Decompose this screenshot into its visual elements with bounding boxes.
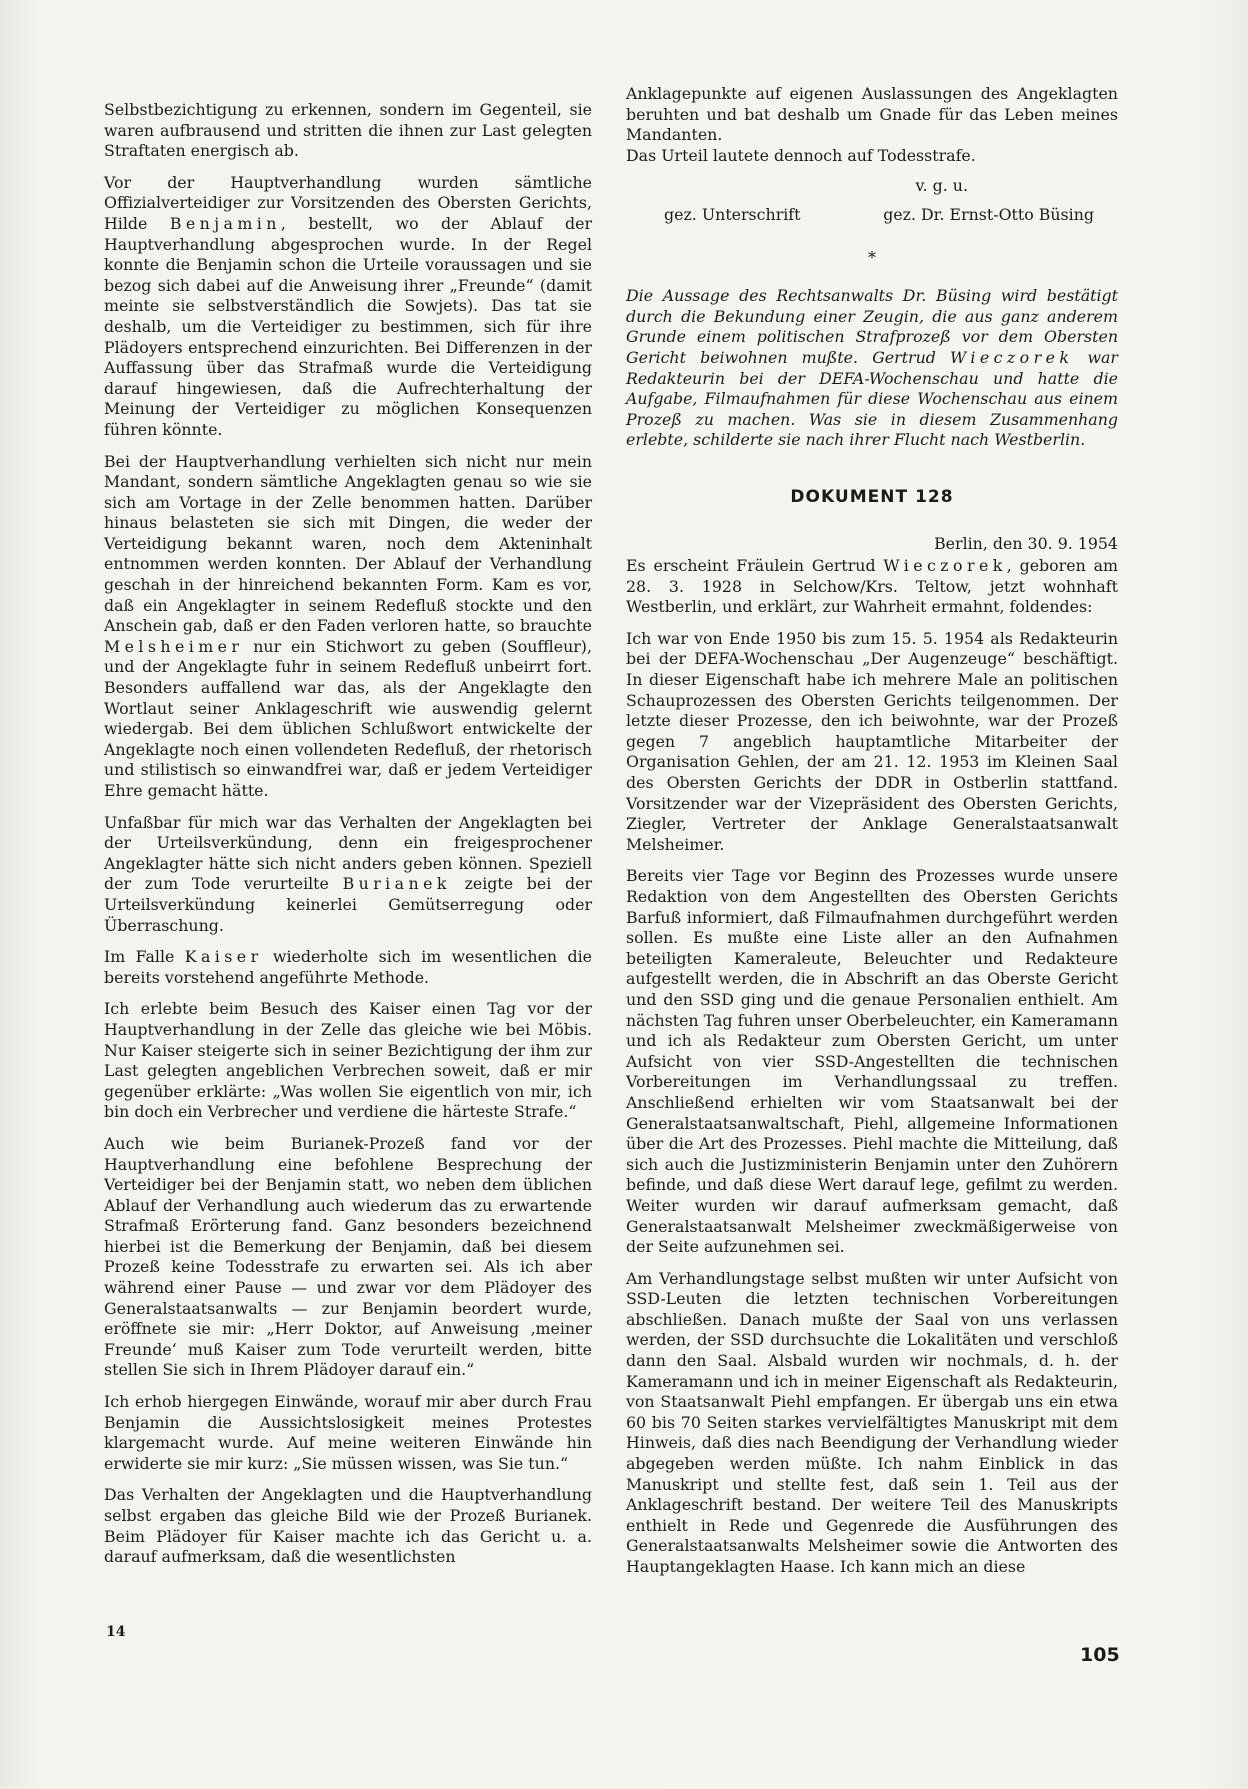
paragraph: Ich war von Ende 1950 bis zum 15. 5. 1954 als Redakteurin bei der DEFA-Wochenschau „Der Augenzeuge“ beschäftigt. In dieser Eigenschaft habe ich mehrere Male an politischen Schauprozessen des Obersten Gerichts teilgenommen. Der letzte dieser Prozesse, den ich beiwohnte, war der Prozeß gegen 7 angeblich hauptamtliche Mitarbeiter der Organisation Gehlen, der am 21. 12. 1953 im Kleinen Saal des Obersten Gerichts der DDR in Ostberlin stattfand. Vorsitzender war der Vizepräsident des Obersten Gerichts, Ziegler, Vertreter der Anklage Generalstaatsanwalt Melsheimer. (626, 628, 1118, 854)
paragraph: Bereits vier Tage vor Beginn des Prozesses wurde unsere Redaktion von dem Angestellten des Obersten Gerichts Barfuß informiert, daß Filmaufnahmen durchgeführt werden sollen. Es mußte eine Liste aller an den Aufnahmen beteiligten Kameraleute, Beleuchter und Redakteure aufgestellt werden, die in Abschrift an das Oberste Gericht und den SSD ging und die genaue Personalien enthielt. Am nächsten Tag fuhren unser Oberbeleuchter, ein Kameramann und ich als Redakteur zum Obersten Gericht, um unter Aufsicht von vier SSD-Angestellten die technischen Vorbereitungen im Verhandlungssaal zu treffen. Anschließend erhielten wir vom Staatsanwalt bei der Generalstaatsanwaltschaft, Piehl, allgemeine Informationen über die Art des Prozesses. Piehl machte die Mitteilung, daß sich auch die Justizministerin Benjamin unter den Zuhörern befinde, und daß diese Wert darauf lege, gefilmt zu werden. Weiter wurden wir darauf aufmerksam gemacht, daß Generalstaatsanwalt Melsheimer zweckmäßigerweise von der Seite aufzunehmen sei. (626, 866, 1118, 1257)
paragraph (104, 947, 592, 988)
signature-line (626, 205, 1118, 226)
dateline: Berlin, den 30. 9. 1954 (934, 533, 1118, 553)
italic-commentary (626, 286, 1118, 451)
page-number-left: 14 (106, 1624, 126, 1640)
paragraph: Anklagepunkte auf eigenen Auslassungen des Angeklagten beruhten und bat deshalb um Gnade für das Leben meines Mandanten. (626, 84, 1118, 145)
vgu-note: v. g. u. (915, 176, 968, 196)
text-run: war Redakteurin bei der DEFA-Wochenschau und hatte die Aufgabe, Filmaufnahmen für diese Wochenschau aus einem Prozeß zu machen. Was sie in diesem Zusammenhang erlebte, schilderte sie nach ihrer Flucht nach Westberlin. (626, 347, 1118, 450)
paragraph: Auch wie beim Burianek-Prozeß fand vor der Hauptverhandlung eine befohlene Besprechung der Verteidiger bei der Benjamin statt, wo neben dem üblichen Ablauf der Verhandlung auch wiederum das zu erwartende Strafmaß Erörterung fand. Ganz besonders bezeichnend hierbei ist die Bemerkung der Benjamin, daß bei diesem Prozeß keine Todesstrafe zu erwarten sei. Als ich aber während einer Pause — und zwar vor dem Plädoyer des Generalstaatsanwalts — zur Benjamin beordert wurde, eröffnete sie mir: „Herr Doktor, auf Anweisung ‚meiner Freunde‘ muß Kaiser zum Tode verurteilt werden, bitte stellen Sie sich in Ihrem Plädoyer darauf ein.“ (104, 1133, 592, 1380)
paragraph (104, 452, 592, 802)
page-number-right: 105 (1080, 1644, 1120, 1666)
paragraph (104, 173, 592, 441)
text-run: Unfaßbar für mich war das Verhalten der Angeklagten bei der Urteilsverkündung, denn ein freigesprochener Angeklagter hätte sich nicht anders geben können. Speziell der zum Tode verurteilte (104, 812, 592, 894)
paragraph: Das Verhalten der Angeklagten und die Hauptverhandlung selbst ergaben das gleiche Bild wie der Prozeß Burianek. Beim Plädoyer für Kaiser machte ich das Gericht u. a. darauf aufmerksam, daß die wesentlichsten (104, 1485, 592, 1567)
spaced-name: Wieczorek (883, 556, 1007, 576)
paragraph: Ich erlebte beim Besuch des Kaiser einen Tag vor der Hauptverhandlung in der Zelle das gleiche wie bei Möbis. Nur Kaiser steigerte sich in seiner Bezichtigung der ihm zur Last gelegten angeblichen Verbrechen soweit, daß er mir gegenüber erklärte: „Was wollen Sie eigentlich von mir, ich bin doch ein Verbrecher und verdiene die härteste Strafe.“ (104, 999, 592, 1122)
text-run: Im Falle (104, 947, 185, 967)
paragraph: Am Verhandlungstage selbst mußten wir unter Aufsicht von SSD-Leuten die letzten technischen Vorbereitungen abschließen. Danach mußte der Saal von uns verlassen werden, der SSD durchsuchte die Lokalitäten und verschloß dann den Saal. Alsbald wurden wir nochmals, d. h. der Kameramann und ich in meiner Eigenschaft als Redakteurin, von Staatsanwalt Piehl empfangen. Er übergab uns ein etwa 60 bis 70 Seiten starkes vervielfältigtes Manuskript mit dem Hinweis, daß dies nach Beendigung der Verhandlung wieder abgegeben werden müßte. Ich nahm Einblick in das Manuskript und stellte fest, daß sein 1. Teil aus der Anklageschrift bestand. Der weitere Teil des Manuskripts enthielt in Rede und Gegenrede die Ausführungen des Generalstaatsanwalts Melsheimer sowie die Antworten des Hauptangeklagten Haase. Ich kann mich an diese (626, 1268, 1118, 1576)
text-run: Bei der Hauptverhandlung verhielten sich nicht nur mein Mandant, sondern sämtliche Angeklagten genau so wie sie sich am Vortage in der Zelle benommen hatten. Darüber hinaus belasteten sie sich mit Dingen, die weder der Verteidigung bekannt waren, noch dem Akteninhalt entnommen werden konnten. Der Ablauf der Verhandlung geschah in der hinreichend bekannten Form. Kam es vor, daß ein Angeklagter in seinem Redefluß stockte und den Anschein gab, daß er den Faden verloren hatte, so brauchte (104, 451, 592, 636)
text-run: nur ein Stichwort zu geben (Souffleur), und der Angeklagte fuhr in seinem Redefluß unbeirrt fort. Besonders auffallend war das, als der Angeklagte den Wortlaut seiner Anklageschrift wie auswendig gelernt wiedergab. Bei dem üblichen Schlußwort entwickelte der Angeklagte noch einen vollendeten Redefluß, der rhetorisch und stilistisch so einwandfrei war, daß er jedem Verteidiger Ehre gemacht hätte. (104, 636, 592, 800)
spaced-name: Burianek (342, 874, 451, 894)
left-column (104, 100, 592, 1579)
paragraph: Ich erhob hiergegen Einwände, worauf mir aber durch Frau Benjamin die Aussichtslosigkeit meines Protestes klargemacht wurde. Auf meine weiteren Einwände hin erwiderte sie mir kurz: „Sie müssen wissen, was Sie tun.“ (104, 1392, 592, 1473)
right-column (626, 84, 1118, 1589)
signature-right: gez. Dr. Ernst-Otto Büsing (883, 204, 1094, 224)
spaced-name: Kaiser (184, 947, 263, 967)
paragraph: Selbstbezichtigung zu erkennen, sondern im Gegenteil, sie waren aufbrausend und stritten die ihnen zur Last gelegten Straftaten energisch ab. (104, 100, 592, 161)
spaced-name: Wieczorek (950, 347, 1074, 367)
paragraph (626, 556, 1118, 618)
text-run: Vor der Hauptverhandlung wurden sämtliche Offizialverteidiger zur Vorsitzenden des Obersten Gerichts, Hilde (104, 172, 592, 233)
text-run: , bestellt, wo der Ablauf der Hauptverhandlung abgesprochen wurde. In der Regel konnte die Benjamin schon die Urteile voraussagen und sie bezog sich dabei auf die Anweisung ihrer „Freunde“ (damit meinte sie selbstverständlich die Sowjets). Das tat sie deshalb, um die Verteidiger zu bestimmen, sich für ihre Plädoyers entsprechend einzurichten. Bei Differenzen in der Auffassung über das Strafmaß wurde die Verteidigung darauf hingewiesen, daß die Aufrechterhaltung der Meinung der Verteidiger zu möglichen Konsequenzen führen könnte. (104, 213, 592, 439)
section-separator: * (868, 247, 876, 267)
signature-left: gez. Unterschrift (664, 204, 801, 224)
paragraph: Das Urteil lautete dennoch auf Todesstrafe. (626, 145, 976, 165)
text-run: wiederholte sich im wesentlichen die bereits vorstehend angeführte Methode. (104, 947, 592, 987)
text-run: zeigte bei der Urteilsverkündung keinerlei Gemütserregung oder Überraschung. (104, 874, 592, 935)
text-run: , geboren am 28. 3. 1928 in Selchow/Krs. Teltow, jetzt wohnhaft Westberlin, und erklärt, zur Wahrheit ermahnt, foldendes: (626, 556, 1118, 617)
text-run: Die Aussage des Rechtsanwalts Dr. Büsing wird bestätigt durch die Bekundung einer Zeugin, die aus ganz anderem Grunde einem politischen Strafprozeß vor dem Obersten Gericht beiwohnen mußte. Gertrud (626, 286, 1118, 367)
spaced-name: Melsheimer (104, 636, 244, 656)
text-run: Es erscheint Fräulein Gertrud (626, 556, 884, 576)
paragraph (104, 813, 592, 937)
document-heading: DOKUMENT 128 (790, 486, 954, 507)
spaced-name: Benjamin (169, 213, 281, 233)
